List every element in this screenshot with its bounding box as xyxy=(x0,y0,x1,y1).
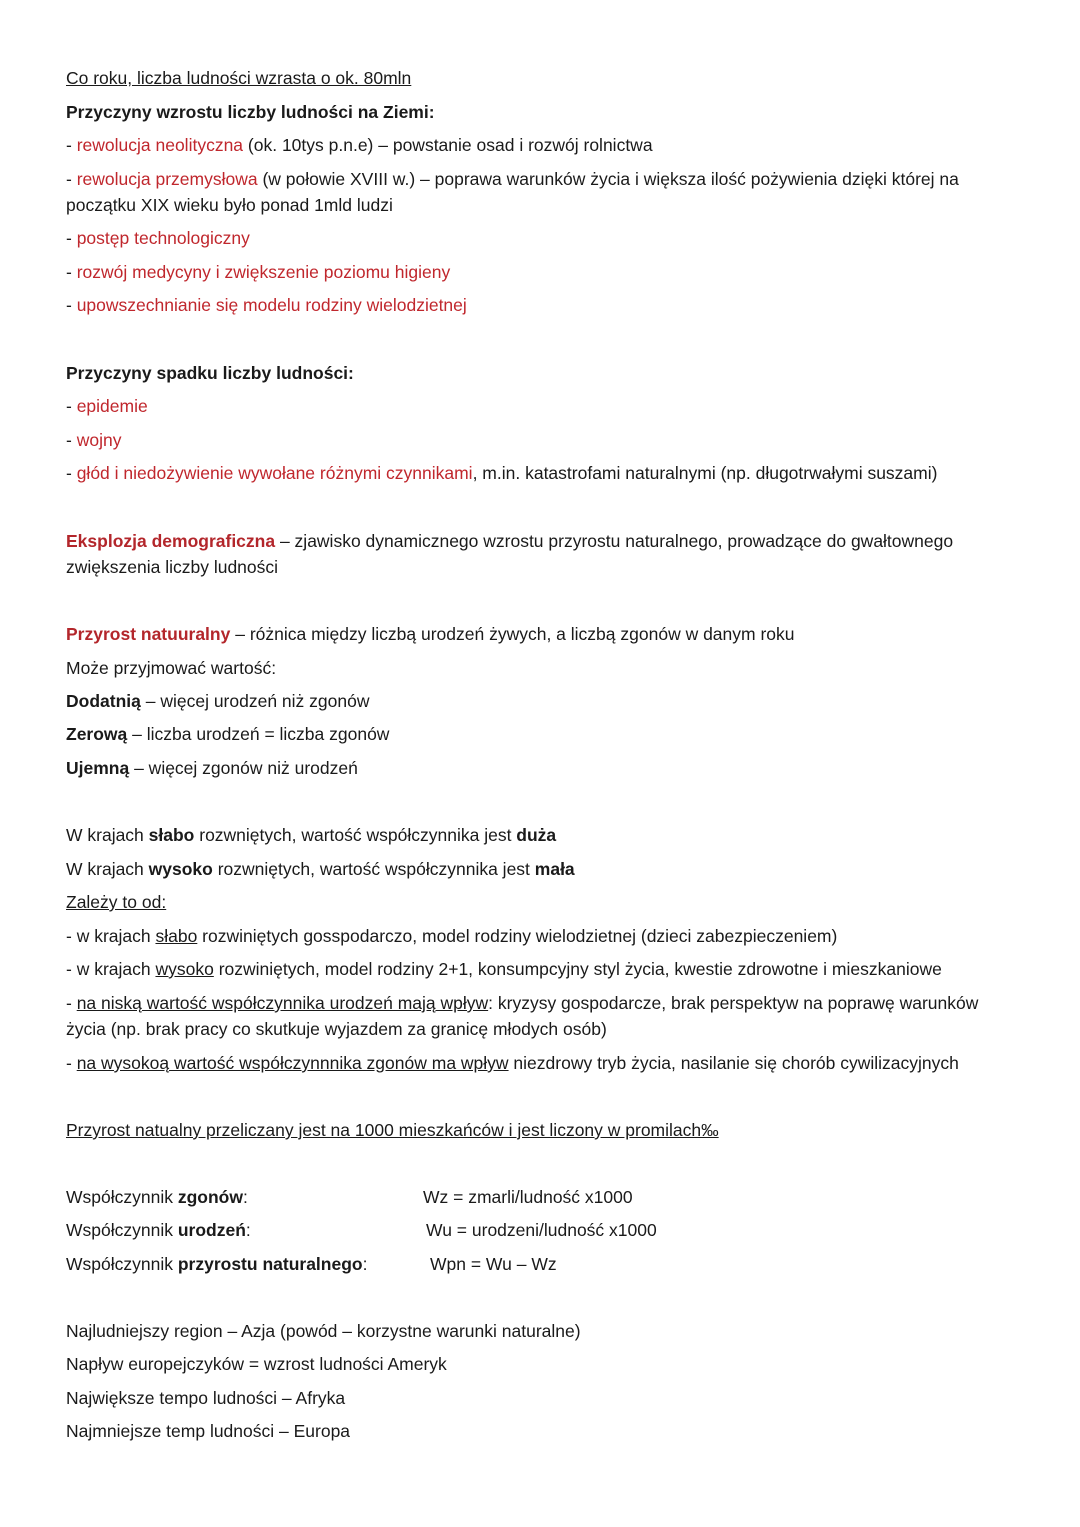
text: - xyxy=(66,1053,77,1073)
growth-cause: rewolucja przemysłowa xyxy=(76,169,258,189)
bullet-dash: - xyxy=(66,135,77,155)
definition-text: – zjawisko dynamicznego wzrostu przyrostu naturalnego, prowadzące do gwałtownego zwiększenia liczby ludności xyxy=(66,531,954,577)
emphasis: urodzeń xyxy=(177,1220,246,1240)
growth-item xyxy=(66,166,1016,218)
text: : xyxy=(242,1187,248,1207)
value-item xyxy=(66,689,369,713)
text: niezdrowy tryb życia, nasilanie się chorób cywilizacyjnych xyxy=(508,1053,959,1073)
growth-item xyxy=(66,133,653,157)
growth-cause-detail: (ok. 10tys p.n.e) – powstanie osad i rozwój rolnictwa xyxy=(243,135,653,155)
emphasis: na wysokoą wartość współczynnnika zgonów ma wpływ xyxy=(76,1053,509,1073)
growth-cause-detail: (w połowie XVIII w.) – poprawa warunków życia i większa ilość pożywienia dzięki której na początku XIX wieku było ponad 1mld ludzi xyxy=(66,169,959,215)
factor-item xyxy=(66,1051,959,1075)
value-desc: – więcej zgonów niż urodzeń xyxy=(129,758,358,778)
depends-heading: Zależy to od: xyxy=(66,892,167,912)
text: Współczynnik xyxy=(66,1220,178,1240)
coefficient-formula: Wpn = Wu – Wz xyxy=(430,1254,557,1274)
text: Współczynnik xyxy=(66,1254,178,1274)
emphasis: zgonów xyxy=(177,1187,243,1207)
term: Przyrost natuuralny xyxy=(66,624,231,644)
text: : xyxy=(245,1220,251,1240)
decline-item xyxy=(66,461,937,485)
emphasis: mała xyxy=(534,859,575,879)
decline-heading: Przyczyny spadku liczby ludności: xyxy=(66,363,354,383)
countries-low-line xyxy=(66,823,556,847)
text: : kryzysy gospodarcze, brak perspektyw na poprawę warunków życia (np. brak pracy co skutkuje wyjazdem za granicę młodych osób) xyxy=(66,993,979,1039)
text: W krajach xyxy=(66,825,149,845)
text: rozwiniętych gosspodarczo, model rodziny wielodzietnej (dzieci zabezpieczeniem) xyxy=(197,926,838,946)
per-mille-note: Przyrost natualny przeliczany jest na 1000 mieszkańców i jest liczony w promilach‰ xyxy=(66,1120,719,1140)
coefficient-label xyxy=(66,1185,248,1209)
growth-cause: rewolucja neolityczna xyxy=(76,135,244,155)
emphasis: słabo xyxy=(155,926,198,946)
bullet-dash: - xyxy=(66,396,77,416)
bullet-dash: - xyxy=(66,430,77,450)
growth-cause: postęp technologiczny xyxy=(76,228,250,248)
text: : xyxy=(362,1254,368,1274)
bullet-dash: - xyxy=(66,228,77,248)
region-line: Najludniejszy region – Azja (powód – korzystne warunki naturalne) xyxy=(66,1321,581,1341)
emphasis: duża xyxy=(516,825,557,845)
growth-item xyxy=(66,260,450,284)
emphasis: wysoko xyxy=(148,859,213,879)
bullet-dash: - xyxy=(66,169,77,189)
text: rozwniętych, wartość współczynnika jest xyxy=(194,825,517,845)
coefficient-formula: Wu = urodzeni/ludność x1000 xyxy=(426,1220,657,1240)
text: - xyxy=(66,993,77,1013)
decline-item xyxy=(66,428,121,452)
text: - w krajach xyxy=(66,926,156,946)
growth-cause: upowszechnianie się modelu rodziny wielodzietnej xyxy=(76,295,467,315)
factor-item xyxy=(66,990,1016,1042)
emphasis: słabo xyxy=(148,825,195,845)
decline-cause: głód i niedożywienie wywołane różnymi czynnikami xyxy=(76,463,473,483)
bullet-dash: - xyxy=(66,262,77,282)
definition-text: – różnica między liczbą urodzeń żywych, a liczbą zgonów w danym roku xyxy=(230,624,795,644)
decline-item xyxy=(66,394,148,418)
value-item xyxy=(66,722,389,746)
decline-cause: wojny xyxy=(76,430,122,450)
growth-cause: rozwój medycyny i zwiększenie poziomu higieny xyxy=(76,262,451,282)
value-desc: – więcej urodzeń niż zgonów xyxy=(140,691,370,711)
value-term: Zerową xyxy=(66,724,128,744)
region-line: Największe tempo ludności – Afryka xyxy=(66,1388,346,1408)
factor-item xyxy=(66,957,942,981)
value-desc: – liczba urodzeń = liczba zgonów xyxy=(127,724,390,744)
text: - w krajach xyxy=(66,959,156,979)
text: Współczynnik xyxy=(66,1187,178,1207)
coefficient-formula: Wz = zmarli/ludność x1000 xyxy=(423,1187,633,1207)
region-line: Najmniejsze temp ludności – Europa xyxy=(66,1421,351,1441)
term: Eksplozja demograficzna xyxy=(66,531,276,551)
growth-item xyxy=(66,293,467,317)
natural-growth-definition xyxy=(66,622,795,646)
growth-item xyxy=(66,226,250,250)
countries-high-line xyxy=(66,857,575,881)
value-item xyxy=(66,756,358,780)
decline-cause: epidemie xyxy=(76,396,148,416)
coefficient-label xyxy=(66,1218,251,1242)
decline-cause-detail: , m.in. katastrofami naturalnymi (np. długotrwałymi suszami) xyxy=(472,463,938,483)
value-term: Ujemną xyxy=(66,758,130,778)
emphasis: na niską wartość współczynnika urodzeń mają wpływ xyxy=(76,993,489,1013)
intro-line: Co roku, liczba ludności wzrasta o ok. 80mln xyxy=(66,68,412,88)
text: W krajach xyxy=(66,859,149,879)
factor-item xyxy=(66,924,837,948)
region-line: Napływ europejczyków = wzrost ludności Ameryk xyxy=(66,1354,447,1374)
text: rozwiniętych, model rodziny 2+1, konsumpcyjny styl życia, kwestie zdrowotne i mieszkaniowe xyxy=(213,959,942,979)
coefficient-label xyxy=(66,1252,367,1276)
bullet-dash: - xyxy=(66,295,77,315)
growth-heading: Przyczyny wzrostu liczby ludności na Ziemi: xyxy=(66,102,435,122)
values-intro: Może przyjmować wartość: xyxy=(66,658,277,678)
value-term: Dodatnią xyxy=(66,691,141,711)
explosion-definition xyxy=(66,528,1016,580)
emphasis: przyrostu naturalnego xyxy=(177,1254,363,1274)
text: rozwniętych, wartość współczynnika jest xyxy=(212,859,535,879)
bullet-dash: - xyxy=(66,463,77,483)
emphasis: wysoko xyxy=(155,959,214,979)
